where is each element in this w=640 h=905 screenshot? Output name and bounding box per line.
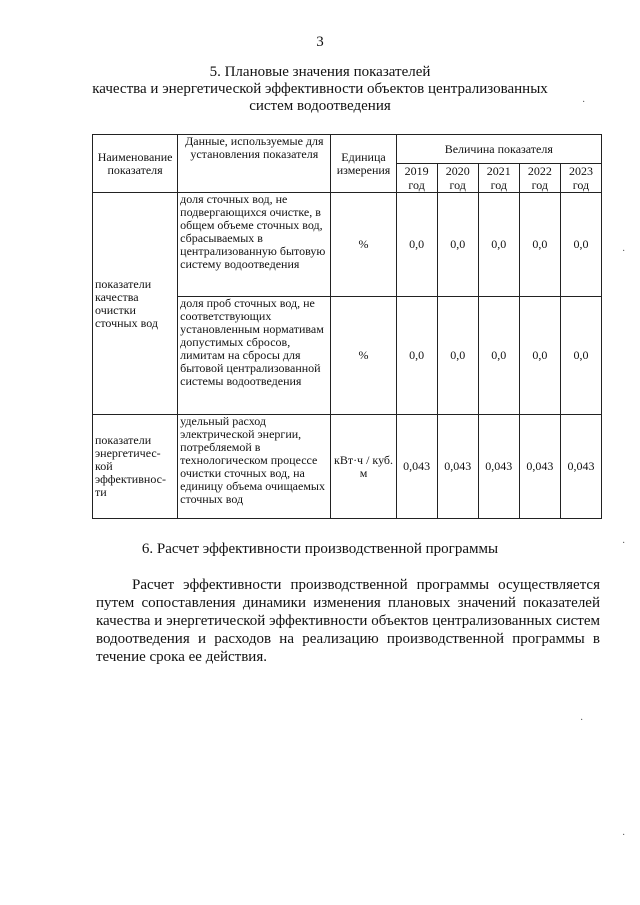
row-value: 0,0	[437, 297, 478, 415]
row-value: 0,0	[560, 297, 601, 415]
row-value: 0,043	[437, 415, 478, 519]
header-year: 2019 год	[396, 164, 437, 193]
row-value: 0,043	[396, 415, 437, 519]
row-unit: %	[331, 193, 396, 297]
row-value: 0,043	[519, 415, 560, 519]
row-description: удельный расход электрической энергии, потребляемой в технологическом процессе очистки сточных вод, на единицу объема очищаемых сточных вод	[178, 415, 331, 519]
page-number: 3	[316, 34, 324, 50]
header-year: 2022 год	[519, 164, 560, 193]
row-value: 0,0	[519, 297, 560, 415]
section-5-title	[0, 64, 640, 115]
header-year: 2023 год	[560, 164, 601, 193]
header-year: 2020 год	[437, 164, 478, 193]
row-value: 0,043	[560, 415, 601, 519]
scan-speck: ·	[622, 246, 626, 257]
row-value: 0,0	[396, 297, 437, 415]
indicators-table	[92, 134, 602, 519]
group-name-energy: показатели энергетичес-кой эффективнос-ти	[93, 415, 178, 519]
header-unit: Единица измерения	[331, 135, 396, 193]
row-description: доля проб сточных вод, не соответствующих установленным нормативам допустимых сбросов, лимитам на сбросы для бытовой централизованной системы водоотведения	[178, 297, 331, 415]
section-6-title: 6. Расчет эффективности производственной программы	[141, 541, 499, 557]
scan-speck: ·	[582, 97, 586, 108]
section-5-title-line: качества и энергетической эффективности объектов централизованных	[92, 81, 548, 97]
row-value: 0,0	[478, 193, 519, 297]
group-name-quality: показатели качества очистки сточных вод	[93, 193, 178, 415]
row-value: 0,0	[519, 193, 560, 297]
scan-speck: ·	[622, 538, 626, 549]
row-unit: кВт·ч / куб. м	[331, 415, 396, 519]
table-row	[93, 415, 602, 519]
header-year: 2021 год	[478, 164, 519, 193]
header-name: Наименование показателя	[93, 135, 178, 193]
header-value: Величина показателя	[396, 135, 601, 164]
section-5-title-line: 5. Плановые значения показателей	[209, 64, 431, 80]
section-5-title-line: систем водоотведения	[249, 98, 391, 114]
scan-speck: ·	[622, 830, 626, 841]
row-description: доля сточных вод, не подвергающихся очистке, в общем объеме сточных вод, сбрасываемых в централизованную бытовую систему водоотведения	[178, 193, 331, 297]
row-unit: %	[331, 297, 396, 415]
scan-speck: ·	[580, 715, 584, 726]
row-value: 0,0	[478, 297, 519, 415]
row-value: 0,043	[478, 415, 519, 519]
table-row	[93, 193, 602, 297]
row-value: 0,0	[560, 193, 601, 297]
row-value: 0,0	[437, 193, 478, 297]
table-header-row	[93, 135, 602, 164]
section-6-paragraph: Расчет эффективности производственной программы осуществляется путем сопоставления динамики изменения плановых значений показателей качества и энергетической эффективности объектов централизованных систем водоотведения и расходов на реализацию производственной программы в течение срока ее действия.	[96, 577, 600, 665]
header-data: Данные, используемые для установления показателя	[178, 135, 331, 193]
row-value: 0,0	[396, 193, 437, 297]
